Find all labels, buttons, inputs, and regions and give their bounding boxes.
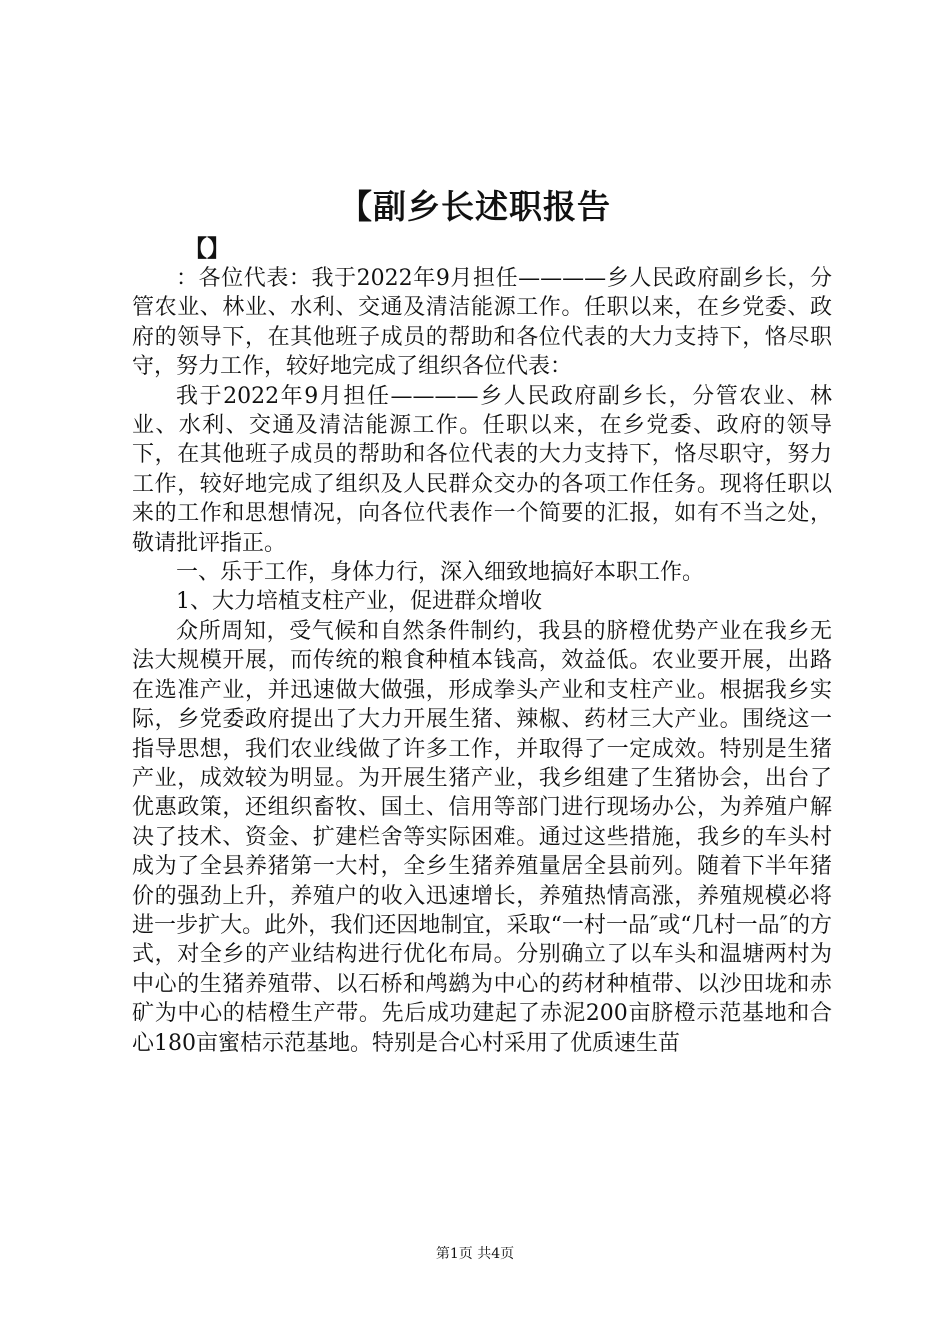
paragraph: 我于2022年9月担任————乡人民政府副乡长，分管农业、林业、水利、交通及清洁能源工作。任职以来，在乡党委、政府的领导下，在其他班子成员的帮助和各位代表的大力支持下，恪尽职守，努力工作，较好地完成了组织及人民群众交办的各项工作任务。现将任职以来的工作和思想情况，向各位代表作一个简要的汇报，如有不当之处，敬请批评指正。 (132, 383, 832, 556)
document-body (132, 264, 832, 1058)
paragraph: ：各位代表：我于2022年9月担任————乡人民政府副乡长，分管农业、林业、水利、交通及清洁能源工作。任职以来，在乡党委、政府的领导下，在其他班子成员的帮助和各位代表的大力支持下，恪尽职守，努力工作，较好地完成了组织各位代表： (132, 266, 832, 380)
subsection-heading: 1、大力培植支柱产业，促进群众增收 (176, 589, 542, 615)
section-heading: 一、乐于工作，身体力行，深入细致地搞好本职工作。 (176, 560, 705, 586)
page-number-footer: 第1页 共4页 (435, 1246, 515, 1262)
document-subtitle: 【】 (184, 236, 230, 262)
paragraph: 众所周知，受气候和自然条件制约，我县的脐橙优势产业在我乡无法大规模开展，而传统的粮食种植本钱高，效益低。农业要开展，出路在选准产业，并迅速做大做强，形成拳头产业和支柱产业。根据我乡实际，乡党委政府提出了大力开展生猪、辣椒、药材三大产业。围绕这一指导思想，我们农业线做了许多工作，并取得了一定成效。特别是生猪产业，成效较为明显。为开展生猪产业，我乡组建了生猪协会，出台了优惠政策，还组织畜牧、国土、信用等部门进行现场办公，为养殖户解决了技术、资金、扩建栏舍等实际困难。通过这些措施，我乡的车头村成为了全县养猪第一大村，全乡生猪养殖量居全县前列。随着下半年猪价的强劲上升，养殖户的收入迅速增长，养殖热情高涨，养殖规模必将进一步扩大。此外，我们还因地制宜，采取“一村一品″或“几村一品″的方式，对全乡的产业结构进行优化布局。分别确立了以车头和温塘两村为中心的生猪养殖带、以石桥和鸬鹚为中心的药材种植带、以沙田垅和赤矿为中心的桔橙生产带。先后成功建起了赤泥200亩脐橙示范基地和合心180亩蜜桔示范基地。特别是合心村采用了优质速生苗 (132, 618, 832, 1056)
document-title: 【副乡长述职报告 (339, 187, 611, 226)
